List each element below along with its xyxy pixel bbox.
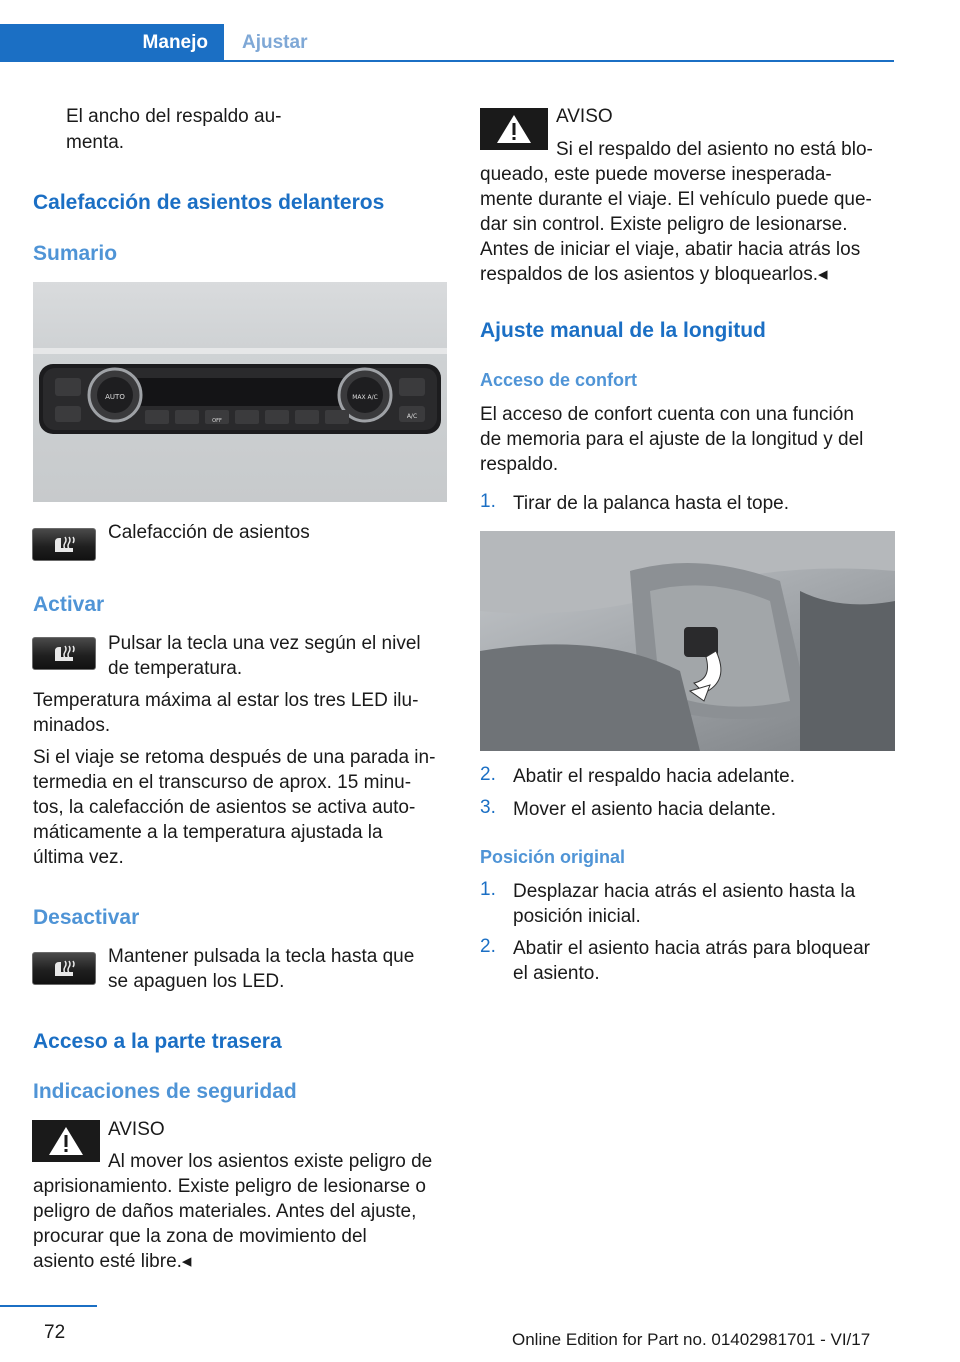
heading-ajuste-longitud: Ajuste manual de la longitud: [480, 319, 766, 342]
climate-panel-photo: [33, 282, 447, 502]
auto-label: AUTO: [105, 393, 125, 401]
seat-heat-icon: [49, 534, 79, 556]
seat-heating-button-icon: [32, 528, 96, 561]
seat-heating-button-icon-activar: [32, 637, 96, 670]
aviso-right-line-3: mente durante el viaje. El vehículo puede que‐: [480, 189, 872, 210]
off-label: OFF: [212, 418, 222, 424]
viaje-text-line-3: tos, la calefacción de asientos se activa auto‐: [33, 797, 416, 818]
aviso-right-line-6: respaldos de los asientos y bloquearlos.◂: [480, 264, 828, 285]
tab-manejo[interactable]: Manejo: [0, 24, 224, 62]
list-item-text-line-2: el asiento.: [513, 963, 600, 984]
heading-seat-heating: Calefacción de asientos delanteros: [33, 191, 385, 214]
list-item-text-line-1: Abatir el asiento hacia atrás para bloquear: [513, 938, 871, 959]
activar-text-line-2: de temperatura.: [108, 658, 243, 679]
max-ac-label: MAX A/C: [352, 394, 378, 401]
list-item-text-line-1: Desplazar hacia atrás el asiento hasta la: [513, 881, 856, 902]
temp-text-line-1: Temperatura máxima al estar los tres LED ilu‐: [33, 690, 419, 711]
seat-heating-caption: Calefacción de asientos: [108, 522, 310, 543]
confort-text-line-2: de memoria para el ajuste de la longitud y del: [480, 429, 864, 450]
heading-indicaciones: Indicaciones de seguridad: [33, 1080, 297, 1103]
activar-text-line-1: Pulsar la tecla una vez según el nivel: [108, 633, 421, 654]
heading-posicion-original: Posición original: [480, 847, 626, 867]
aviso-left-line-5: asiento esté libre.◂: [33, 1251, 192, 1272]
page-number: 72: [44, 1322, 66, 1343]
aviso-left-line-3: peligro de daños materiales. Antes del ajuste,: [33, 1201, 417, 1222]
temp-text-line-2: minados.: [33, 715, 111, 736]
heading-acceso-confort: Acceso de confort: [480, 370, 638, 390]
list-item-number: 1.: [480, 491, 496, 512]
footer-rule: [0, 1305, 97, 1307]
intro-text-line-2: menta.: [66, 132, 125, 153]
aviso-right-line-4: dar sin control. Existe peligro de lesionarse.: [480, 214, 848, 235]
desactivar-text-line-2: se apaguen los LED.: [108, 971, 285, 992]
warning-icon: [32, 1120, 100, 1162]
warning-triangle-icon: [46, 1124, 86, 1158]
aviso-right-line-2: queado, este puede moverse inesperada‐: [480, 164, 832, 185]
list-item-number: 1.: [480, 879, 496, 900]
viaje-text-line-2: termedia en el transcurso de aprox. 15 minu‐: [33, 772, 412, 793]
heading-activar: Activar: [33, 593, 105, 616]
aviso-title-left: AVISO: [108, 1119, 165, 1140]
list-item-text: Abatir el respaldo hacia adelante.: [513, 766, 796, 787]
aviso-left-line-2: aprisionamiento. Existe peligro de lesionarse o: [33, 1176, 426, 1197]
aviso-left-line-1: Al mover los asientos existe peligro de: [108, 1151, 433, 1172]
aviso-left-line-4: procurar que la zona de movimiento del: [33, 1226, 367, 1247]
aviso-right-line-1: Si el respaldo del asiento no está blo‐: [556, 139, 873, 160]
top-nav: [0, 24, 894, 62]
edition-footer: Online Edition for Part no. 01402981701 - VI/17: [512, 1330, 871, 1349]
confort-text-line-1: El acceso de confort cuenta con una función: [480, 404, 854, 425]
viaje-text-line-5: última vez.: [33, 847, 124, 868]
confort-text-line-3: respaldo.: [480, 454, 559, 475]
heading-sumario: Sumario: [33, 242, 118, 265]
aviso-right-line-5: Antes de iniciar el viaje, abatir hacia atrás los: [480, 239, 861, 260]
list-item-number: 3.: [480, 797, 496, 818]
list-item-number: 2.: [480, 764, 496, 785]
tab-ajustar[interactable]: Ajustar: [242, 32, 308, 53]
warning-triangle-icon: [494, 112, 534, 146]
intro-text-line-1: El ancho del respaldo au‐: [66, 106, 282, 127]
seat-lever-photo: [480, 531, 895, 751]
list-item-number: 2.: [480, 936, 496, 957]
seat-heating-button-icon-desactivar: [32, 952, 96, 985]
heading-acceso-trasera: Acceso a la parte trasera: [33, 1030, 282, 1053]
aviso-title-right: AVISO: [556, 106, 613, 127]
ac-label: A/C: [406, 413, 418, 420]
seat-heat-icon: [49, 958, 79, 980]
list-item-text-line-2: posición inicial.: [513, 906, 641, 927]
list-item-text: Tirar de la palanca hasta el tope.: [513, 493, 790, 514]
viaje-text-line-4: máticamente a la temperatura ajustada la: [33, 822, 383, 843]
warning-icon-right: [480, 108, 548, 150]
heading-desactivar: Desactivar: [33, 906, 140, 929]
desactivar-text-line-1: Mantener pulsada la tecla hasta que: [108, 946, 415, 967]
list-item-text: Mover el asiento hacia delante.: [513, 799, 776, 820]
viaje-text-line-1: Si el viaje se retoma después de una parada in‐: [33, 747, 436, 768]
climate-panel-illustration: [33, 282, 447, 502]
seat-heat-icon: [49, 643, 79, 665]
seat-lever-illustration: [480, 531, 895, 751]
